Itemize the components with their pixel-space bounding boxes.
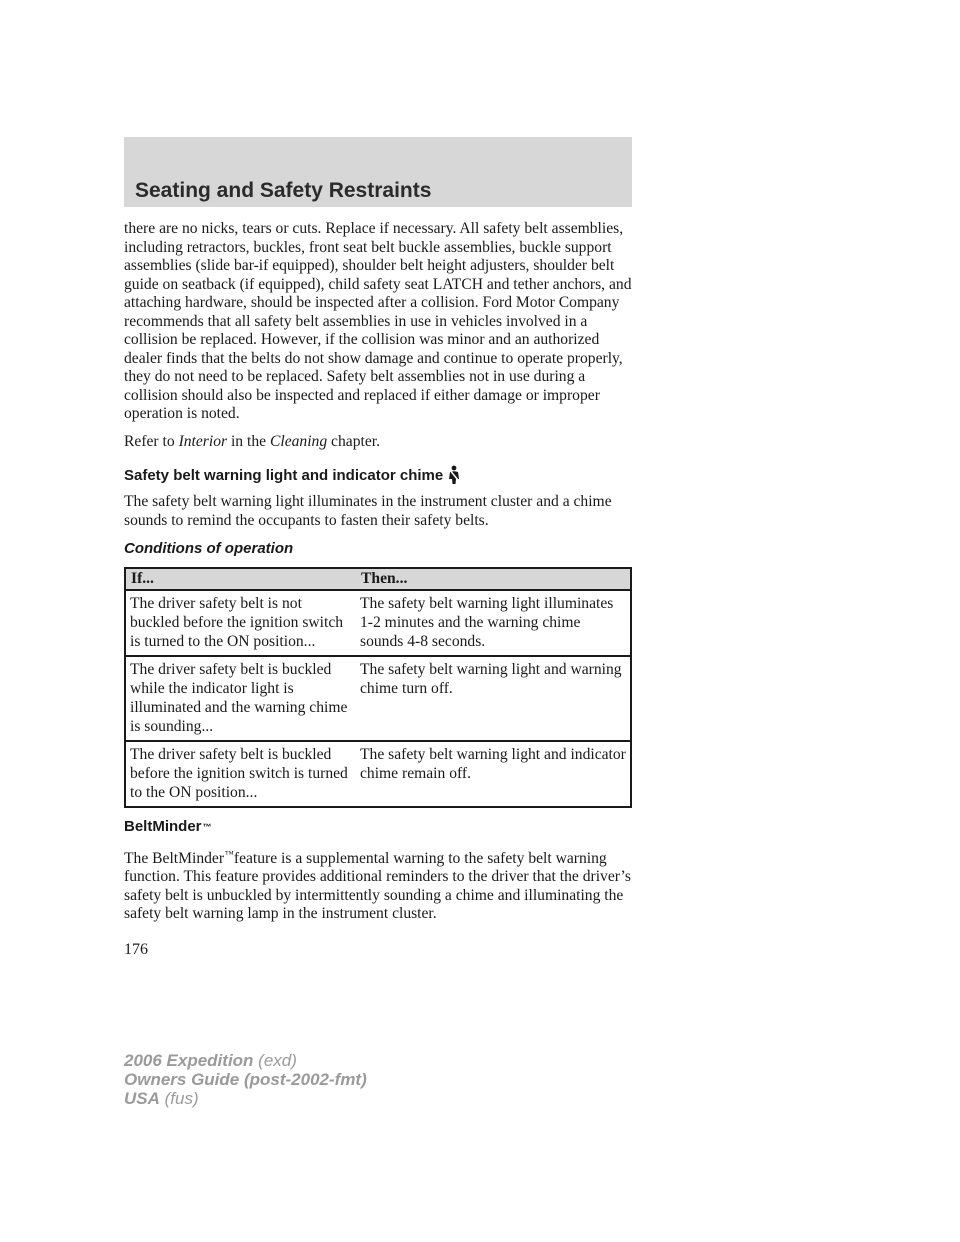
page-number: 176 — [124, 941, 148, 958]
table-cell-result: The safety belt warning light and indicator chime remain off. — [356, 741, 631, 807]
beltminder-heading: BeltMinder ™ — [124, 818, 212, 835]
cleaning-reference: Cleaning — [269, 432, 328, 450]
page-content — [124, 220, 632, 933]
table-cell-condition: The driver safety belt is buckled before the ignition switch is turned to the ON position... — [125, 741, 356, 807]
warning-light-paragraph: The safety belt warning light illuminates in the instrument cluster and a chime sounds to remind the occupants to fasten their safety belts. — [124, 493, 612, 529]
table-header-row — [125, 568, 631, 591]
table-cell-condition: The driver safety belt is buckled while the indicator light is illuminated and the warning chime is sounding... — [125, 656, 356, 741]
beltminder-paragraph: The BeltMinder™feature is a supplemental warning to the safety belt warning function. This feature provides additional reminders to the driver that the driver’s safety belt is unbuckled by intermittently sounding a chime and illuminating the safety belt warning lamp in the instrument cluster. — [124, 848, 631, 923]
document-footer — [124, 1051, 367, 1108]
interior-reference: Interior — [178, 432, 228, 450]
footer-line-model: 2006 Expedition (exd) — [124, 1051, 297, 1070]
trademark-symbol: ™ — [225, 848, 234, 859]
table-row — [125, 656, 631, 741]
table-cell-condition: The driver safety belt is not buckled before the ignition switch is turned to the ON position... — [125, 590, 356, 656]
table-cell-result: The safety belt warning light illuminates 1-2 minutes and the warning chime sounds 4-8 seconds. — [356, 590, 631, 656]
seatbelt-warning-icon — [446, 465, 462, 485]
footer-line-market: USA (fus) — [124, 1089, 199, 1108]
table-header-if: If... — [125, 568, 356, 591]
footer-line-guide: Owners Guide (post-2002-fmt) — [124, 1070, 367, 1089]
safety-belt-warning-heading: Safety belt warning light and indicator chime — [124, 465, 632, 485]
table-cell-result: The safety belt warning light and warning chime turn off. — [356, 656, 631, 741]
section-title: Seating and Safety Restraints — [135, 179, 432, 202]
section-header-band — [124, 137, 632, 207]
conditions-table — [124, 567, 632, 809]
table-row — [125, 590, 631, 656]
inspection-paragraph: there are no nicks, tears or cuts. Replace if necessary. All safety belt assemblies, including retractors, buckles, front seat belt buckle assemblies, buckle support assemblies (slide bar-if equipped), shoulder belt height adjusters, shoulder belt guide on seatback (if equipped), child safety seat LATCH and tether anchors, and attaching hardware, should be inspected after a collision. Ford Motor Company recommends that all safety belt assemblies in use in vehicles involved in a collision be replaced. However, if the collision was minor and an authorized dealer finds that the belts do not show damage and continue to operate properly, they do not need to be replaced. Safety belt assemblies not in use during a collision should also be inspected and replaced if either damage or improper operation is noted. — [124, 220, 632, 422]
table-header-then: Then... — [356, 568, 631, 591]
conditions-heading: Conditions of operation — [124, 540, 294, 557]
table-row — [125, 741, 631, 807]
refer-paragraph: Refer to Interior in the Cleaning chapter. — [124, 432, 380, 450]
trademark-symbol: ™ — [202, 822, 212, 832]
